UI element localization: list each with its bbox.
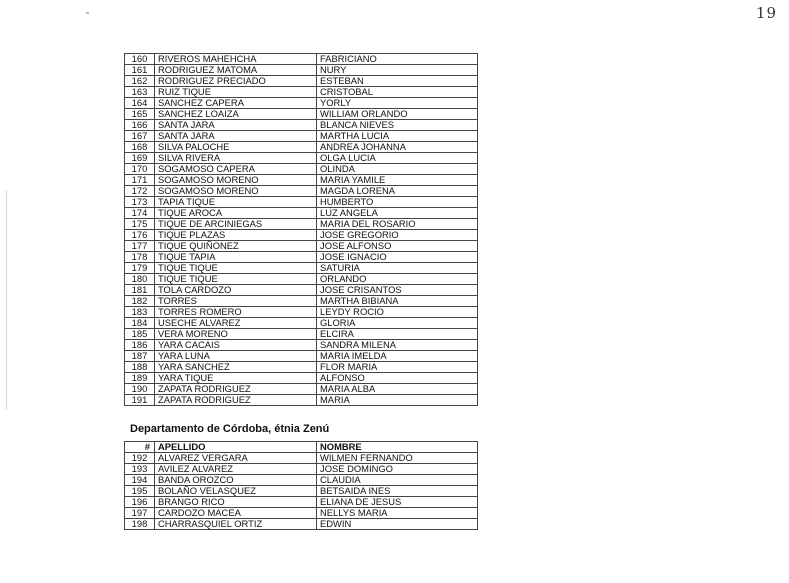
row-nombre: OLINDA: [317, 164, 478, 175]
row-apellido: TIQUE AROCA: [155, 208, 317, 219]
row-apellido: TIQUE TIQUE: [155, 263, 317, 274]
row-number: 179: [125, 263, 155, 274]
row-nombre: WILLIAM ORLANDO: [317, 109, 478, 120]
row-number: 170: [125, 164, 155, 175]
row-number: 163: [125, 87, 155, 98]
row-apellido: ALVAREZ VERGARA: [155, 453, 317, 464]
row-apellido: USECHE ALVAREZ: [155, 318, 317, 329]
row-number: 186: [125, 340, 155, 351]
table-row: [125, 65, 478, 76]
table-row: [125, 87, 478, 98]
row-nombre: MARIA IMELDA: [317, 351, 478, 362]
row-apellido: SANTA JARA: [155, 131, 317, 142]
row-nombre: NURY: [317, 65, 478, 76]
table-row: [125, 475, 478, 486]
table-row: [125, 464, 478, 475]
row-nombre: ANDREA JOHANNA: [317, 142, 478, 153]
table-row: [125, 497, 478, 508]
row-apellido: SANCHEZ LOAIZA: [155, 109, 317, 120]
scan-edge-line: [6, 190, 7, 410]
row-nombre: GLORIA: [317, 318, 478, 329]
row-nombre: MARIA ALBA: [317, 384, 478, 395]
row-apellido: RIVEROS MAHEHCHA: [155, 54, 317, 65]
row-apellido: CHARRASQUIEL ORTIZ: [155, 519, 317, 530]
row-nombre: NELLYS MARIA: [317, 508, 478, 519]
table-row: [125, 186, 478, 197]
table-row: [125, 109, 478, 120]
table-row: [125, 362, 478, 373]
cordoba-table-body: [125, 453, 478, 530]
table-row: [125, 274, 478, 285]
row-apellido: SOGAMOSO MORENO: [155, 186, 317, 197]
table-row: [125, 164, 478, 175]
table-row: [125, 329, 478, 340]
row-apellido: SILVA RIVERA: [155, 153, 317, 164]
table-row: [125, 98, 478, 109]
table-row: [125, 230, 478, 241]
row-number: 196: [125, 497, 155, 508]
row-number: 177: [125, 241, 155, 252]
row-nombre: MARIA YAMILE: [317, 175, 478, 186]
table-row: [125, 307, 478, 318]
row-apellido: YARA SANCHEZ: [155, 362, 317, 373]
row-number: 164: [125, 98, 155, 109]
table-row: [125, 318, 478, 329]
row-number: 176: [125, 230, 155, 241]
row-number: 169: [125, 153, 155, 164]
table-row: [125, 76, 478, 87]
row-apellido: BANDA OROZCO: [155, 475, 317, 486]
row-apellido: RODRIGUEZ PRECIADO: [155, 76, 317, 87]
row-number: 165: [125, 109, 155, 120]
table-row: [125, 373, 478, 384]
row-nombre: BETSAIDA INES: [317, 486, 478, 497]
row-number: 172: [125, 186, 155, 197]
beneficiaries-table-body: [125, 54, 478, 406]
row-nombre: ELIANA DE JESUS: [317, 497, 478, 508]
row-number: 195: [125, 486, 155, 497]
row-apellido: TIQUE PLAZAS: [155, 230, 317, 241]
row-apellido: SANTA JARA: [155, 120, 317, 131]
row-nombre: ESTEBAN: [317, 76, 478, 87]
row-number: 182: [125, 296, 155, 307]
row-nombre: ALFONSO: [317, 373, 478, 384]
table-row: [125, 131, 478, 142]
row-nombre: MARTHA LUCIA: [317, 131, 478, 142]
row-number: 162: [125, 76, 155, 87]
row-nombre: FLOR MARIA: [317, 362, 478, 373]
row-apellido: TIQUE DE ARCINIEGAS: [155, 219, 317, 230]
table-row: [125, 453, 478, 464]
page-number: 19: [756, 4, 778, 22]
row-number: 166: [125, 120, 155, 131]
table-row: [125, 296, 478, 307]
row-number: 184: [125, 318, 155, 329]
table-row: [125, 486, 478, 497]
row-nombre: CLAUDIA: [317, 475, 478, 486]
row-apellido: SILVA PALOCHE: [155, 142, 317, 153]
row-apellido: AVILEZ ALVAREZ: [155, 464, 317, 475]
table-row: [125, 219, 478, 230]
row-apellido: TIQUE TIQUE: [155, 274, 317, 285]
table-row: [125, 153, 478, 164]
row-number: 194: [125, 475, 155, 486]
row-number: 183: [125, 307, 155, 318]
row-number: 173: [125, 197, 155, 208]
row-nombre: JOSE CRISANTOS: [317, 285, 478, 296]
table-row: [125, 241, 478, 252]
row-number: 178: [125, 252, 155, 263]
row-apellido: ZAPATA RODRIGUEZ: [155, 395, 317, 406]
row-nombre: HUMBERTO: [317, 197, 478, 208]
row-nombre: OLGA LUCIA: [317, 153, 478, 164]
row-number: 188: [125, 362, 155, 373]
table-row: [125, 142, 478, 153]
row-nombre: LUZ ANGELA: [317, 208, 478, 219]
table-row: [125, 120, 478, 131]
row-number: 168: [125, 142, 155, 153]
row-apellido: BRANGO RICO: [155, 497, 317, 508]
table-row: [125, 351, 478, 362]
row-nombre: MARIA: [317, 395, 478, 406]
row-nombre: MARTHA BIBIANA: [317, 296, 478, 307]
row-nombre: ORLANDO: [317, 274, 478, 285]
table-row: [125, 252, 478, 263]
row-number: 181: [125, 285, 155, 296]
row-apellido: CARDOZO MACEA: [155, 508, 317, 519]
table-row: [125, 384, 478, 395]
row-nombre: MAGDA LORENA: [317, 186, 478, 197]
row-nombre: WILMEN FERNANDO: [317, 453, 478, 464]
row-apellido: ZAPATA RODRIGUEZ: [155, 384, 317, 395]
table-row: [125, 197, 478, 208]
row-apellido: TOLA CARDOZO: [155, 285, 317, 296]
row-number: 180: [125, 274, 155, 285]
row-apellido: YARA CACAIS: [155, 340, 317, 351]
table-row: [125, 395, 478, 406]
row-nombre: BLANCA NIEVES: [317, 120, 478, 131]
row-number: 189: [125, 373, 155, 384]
row-nombre: SATURIA: [317, 263, 478, 274]
row-number: 161: [125, 65, 155, 76]
row-nombre: EDWIN: [317, 519, 478, 530]
row-nombre: SANDRA MILENA: [317, 340, 478, 351]
scan-speck: [86, 12, 89, 14]
header-number: #: [125, 442, 155, 453]
row-number: 192: [125, 453, 155, 464]
header-apellido: APELLIDO: [155, 442, 317, 453]
row-number: 185: [125, 329, 155, 340]
row-number: 160: [125, 54, 155, 65]
table-row: [125, 175, 478, 186]
row-number: 174: [125, 208, 155, 219]
row-apellido: TORRES: [155, 296, 317, 307]
row-nombre: FABRICIANO: [317, 54, 478, 65]
row-apellido: SOGAMOSO CAPERA: [155, 164, 317, 175]
beneficiaries-table: [124, 53, 478, 406]
table-row: [125, 285, 478, 296]
row-number: 198: [125, 519, 155, 530]
table-row: [125, 208, 478, 219]
row-nombre: JOSE IGNACIO: [317, 252, 478, 263]
table-row: [125, 340, 478, 351]
cordoba-table: [124, 441, 478, 530]
table-row: [125, 54, 478, 65]
row-number: 187: [125, 351, 155, 362]
row-number: 171: [125, 175, 155, 186]
row-apellido: SOGAMOSO MORENO: [155, 175, 317, 186]
row-nombre: JOSE GREGORIO: [317, 230, 478, 241]
row-number: 175: [125, 219, 155, 230]
row-apellido: TORRES ROMERO: [155, 307, 317, 318]
row-nombre: JOSE DOMINGO: [317, 464, 478, 475]
table-row: [125, 519, 478, 530]
row-apellido: TIQUE QUIÑONEZ: [155, 241, 317, 252]
row-apellido: BOLAÑO VELASQUEZ: [155, 486, 317, 497]
row-apellido: TAPIA TIQUE: [155, 197, 317, 208]
row-nombre: CRISTOBAL: [317, 87, 478, 98]
row-apellido: TIQUE TAPIA: [155, 252, 317, 263]
row-number: 193: [125, 464, 155, 475]
row-apellido: RUIZ TIQUE: [155, 87, 317, 98]
header-nombre: NOMBRE: [317, 442, 478, 453]
table-row: [125, 263, 478, 274]
section-title: Departamento de Córdoba, étnia Zenú: [130, 423, 330, 435]
row-number: 167: [125, 131, 155, 142]
row-nombre: LEYDY ROCIO: [317, 307, 478, 318]
row-nombre: ELCIRA: [317, 329, 478, 340]
row-apellido: RODRIGUEZ MATOMA: [155, 65, 317, 76]
row-number: 190: [125, 384, 155, 395]
row-number: 191: [125, 395, 155, 406]
table-row: [125, 508, 478, 519]
row-apellido: SANCHEZ CAPERA: [155, 98, 317, 109]
row-apellido: YARA TIQUE: [155, 373, 317, 384]
row-nombre: YORLY: [317, 98, 478, 109]
row-nombre: MARIA DEL ROSARIO: [317, 219, 478, 230]
table-header-row: [125, 442, 478, 453]
row-nombre: JOSE ALFONSO: [317, 241, 478, 252]
row-apellido: VERA MORENO: [155, 329, 317, 340]
row-number: 197: [125, 508, 155, 519]
row-apellido: YARA LUNA: [155, 351, 317, 362]
